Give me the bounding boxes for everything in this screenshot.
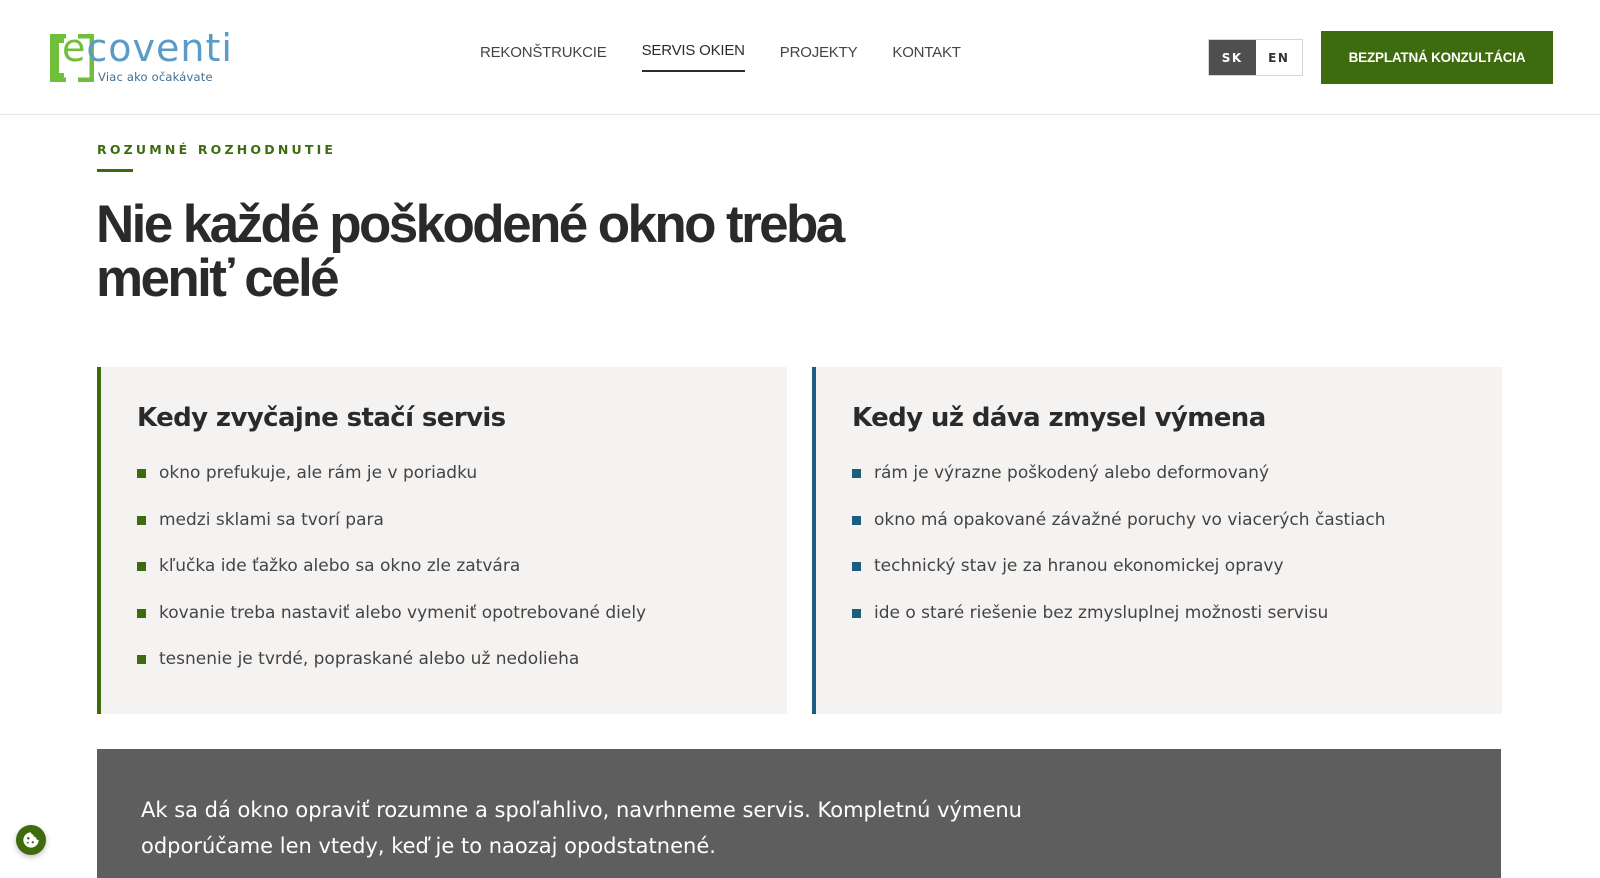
list-item: okno má opakované závažné poruchy vo viacerých častiach [852,510,1386,557]
list-item: medzi sklami sa tvorí para [137,510,646,557]
nav-item-servis-okien[interactable]: SERVIS OKIEN [642,42,745,72]
banner-line-2: odporúčame len vtedy, keď je to naozaj opodstatnené. [141,834,716,858]
eyebrow-underline [97,169,133,172]
lang-en-button[interactable]: EN [1256,40,1303,75]
replacement-card [812,367,1502,714]
list-item: tesnenie je tvrdé, popraskané alebo už nedolieha [137,649,646,696]
logo-tagline: Viac ako očakávate [98,70,213,84]
square-bullet-icon [852,562,861,571]
banner-text [141,792,1061,864]
logo-wordmark: ecoventi [62,26,233,70]
service-card-title: Kedy zvyčajne stačí servis [137,403,506,433]
list-item: ide o staré riešenie bez zmysluplnej možnosti servisu [852,603,1386,650]
replacement-card-title: Kedy už dáva zmysel výmena [852,403,1266,433]
list-item: kľučka ide ťažko alebo sa okno zle zatvára [137,556,646,603]
logo[interactable] [50,26,233,84]
headline-line-2: meniť celé [96,249,337,308]
nav-item-projekty[interactable]: PROJEKTY [779,44,858,61]
square-bullet-icon [137,655,146,664]
section-eyebrow: ROZUMNÉ ROZHODNUTIE [97,142,337,157]
main-nav [480,44,961,74]
square-bullet-icon [852,609,861,618]
headline-line-1: Nie každé poškodené okno treba [96,195,843,254]
list-item: okno prefukuje, ale rám je v poriadku [137,463,646,510]
square-bullet-icon [137,516,146,525]
site-header [0,0,1600,115]
cookie-icon [22,831,40,849]
square-bullet-icon [137,609,146,618]
replacement-list [852,463,1386,649]
summary-banner [97,749,1501,878]
list-item: kovanie treba nastaviť alebo vymeniť opotrebované diely [137,603,646,650]
free-consultation-button[interactable]: BEZPLATNÁ KONZULTÁCIA [1321,31,1553,84]
language-switcher [1208,39,1303,76]
nav-item-rekonstrukcie[interactable]: REKONŠTRUKCIE [480,44,607,61]
list-item: rám je výrazne poškodený alebo deformovaný [852,463,1386,510]
nav-item-kontakt[interactable]: KONTAKT [892,44,961,61]
cookie-settings-button[interactable] [16,825,46,855]
square-bullet-icon [137,469,146,478]
service-list [137,463,646,696]
square-bullet-icon [852,469,861,478]
page-title [96,195,916,308]
square-bullet-icon [852,516,861,525]
square-bullet-icon [137,562,146,571]
list-item: technický stav je za hranou ekonomickej opravy [852,556,1386,603]
banner-line-1: Ak sa dá okno opraviť rozumne a spoľahlivo, navrhneme servis. Kompletnú výmenu [141,798,1022,822]
lang-sk-button[interactable]: SK [1209,40,1256,75]
service-card [97,367,787,714]
